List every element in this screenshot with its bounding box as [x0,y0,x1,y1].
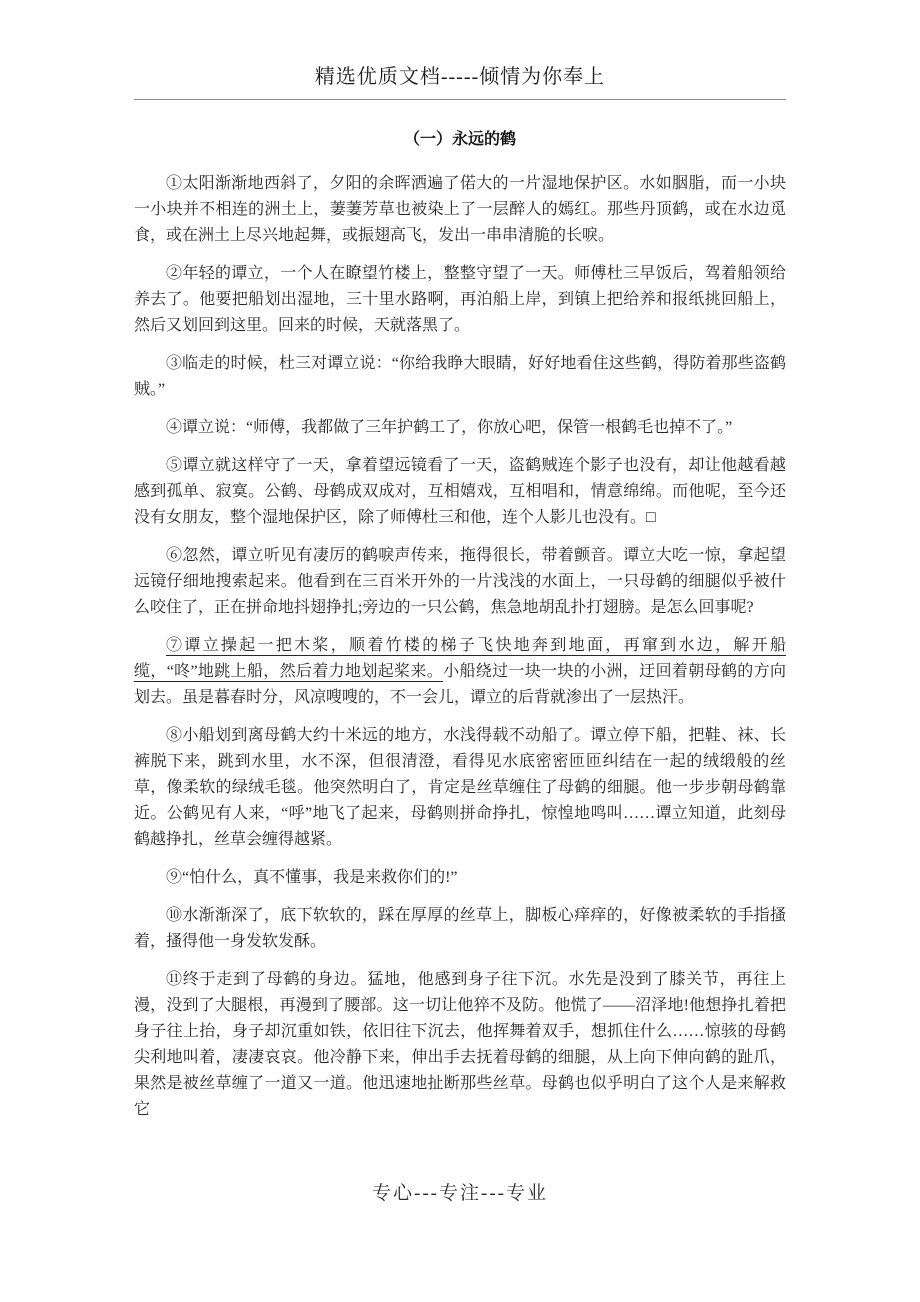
paragraph-text: ⑨“怕什么，真不懂事，我是来救你们的!” [166,869,458,886]
paragraph [134,261,786,339]
paragraph-text: ⑩水渐渐深了，底下软软的，踩在厚厚的丝草上，脚板心痒痒的，好像被柔软的手指搔着，搔得他一身发软发酥。 [134,907,786,950]
paragraph-text: ③临走的时候，杜三对谭立说：“你给我睁大眼睛，好好地看住这些鹤，得防着那些盗鹤贼。” [134,355,786,398]
paragraph [134,723,786,853]
paragraph-text: ①太阳渐渐地西斜了，夕阳的余晖洒遍了偌大的一片湿地保护区。水如胭脂，而一小块一小块并不相连的洲土上，萋萋芳草也被染上了一层醉人的嫣红。那些丹顶鹤，或在水边觅食，或在洲土上尽兴地起舞，或振翅高飞，发出一串串清脆的长唳。 [134,175,786,244]
paragraph [134,903,786,955]
paragraph [134,865,786,891]
underlined-text: ⑦谭立操起一把木桨，顺着竹楼的梯子飞快地奔到地面，再窜到水边，解开船缆，“咚”地跳上船，然后着力地划起桨来。 [134,637,786,680]
header-divider [134,99,786,100]
paragraphs [134,171,786,1123]
paragraph-text: ⑧小船划到离母鹤大约十米远的地方，水浅得载不动船了。谭立停下船，把鞋、袜、长裤脱下来，跳到水里，水不深，但很清澄，看得见水底密密匝匝纠结在一起的绒缎般的丝草，像柔软的绿绒毛毯。他突然明白了，肯定是丝草缠住了母鹤的细腿。他一步步朝母鹤靠近。公鹤见有人来，“呼”地飞了起来，母鹤则拼命挣扎，惊惶地鸣叫……谭立知道，此刻母鹤越挣扎，丝草会缠得越紧。 [134,727,786,848]
paragraph-text: ⑪终于走到了母鹤的身边。猛地，他感到身子往下沉。水先是没到了膝关节，再往上漫，没到了大腿根，再漫到了腰部。这一切让他猝不及防。他慌了——沼泽地!他想挣扎着把身子往上抬，身子却沉重如铁，依旧往下沉去，他挥舞着双手，想抓住什么……惊骇的母鹤尖利地叫着，凄凄哀哀。他冷静下来，伸出手去抚着母鹤的细腿，从上向下伸向鹤的趾爪，果然是被丝草缠了一道又一道。他迅速地扯断那些丝草。母鹤也似乎明白了这个人是来解救它 [134,971,786,1118]
paragraph-text: ⑥忽然，谭立听见有凄厉的鹤唳声传来，拖得很长，带着颤音。谭立大吃一惊，拿起望远镜仔细地搜索起来。他看到在三百米开外的一片浅浅的水面上，一只母鹤的细腿似乎被什么咬住了，正在拼命地抖翅挣扎;旁边的一只公鹤，焦急地胡乱扑打翅膀。是怎么回事呢? [134,547,786,616]
page-footer: 专心---专注---专业 [372,1183,548,1204]
paragraph [134,967,786,1123]
paragraph-text: ②年轻的谭立，一个人在瞭望竹楼上，整整守望了一天。师傅杜三早饭后，驾着船领给养去了。他要把船划出湿地，三十里水路啊，再泊船上岸，到镇上把给养和报纸挑回船上，然后又划回到这里。回来的时候，天就落黑了。 [134,265,786,334]
document-title: （一）永远的鹤 [403,131,516,148]
paragraph [134,171,786,249]
paragraph-text: 小船绕过一块一块的小洲，迂回着朝母鹤的方向划去。虽是暮春时分，风凉嗖嗖的，不一会儿，谭立的后背就渗出了一层热汗。 [134,663,786,706]
paragraph-text: ⑤谭立就这样守了一天，拿着望远镜看了一天，盗鹤贼连个影子也没有，却让他越看越感到孤单、寂寞。公鹤、母鹤成双成对，互相嬉戏，互相唱和，情意绵绵。而他呢，至今还没有女朋友，整个湿地保护区，除了师傅杜三和他，连个人影儿也没有。□ [134,457,786,526]
paragraph [134,453,786,531]
paragraph [134,543,786,621]
page-header: 精选优质文档-----倾情为你奉上 [314,66,606,88]
paragraph-text: ④谭立说：“师傅，我都做了三年护鹤工了，你放心吧，保管一根鹤毛也掉不了。” [166,419,733,436]
paragraph [134,415,786,441]
paragraph [134,633,786,711]
paragraph [134,351,786,403]
